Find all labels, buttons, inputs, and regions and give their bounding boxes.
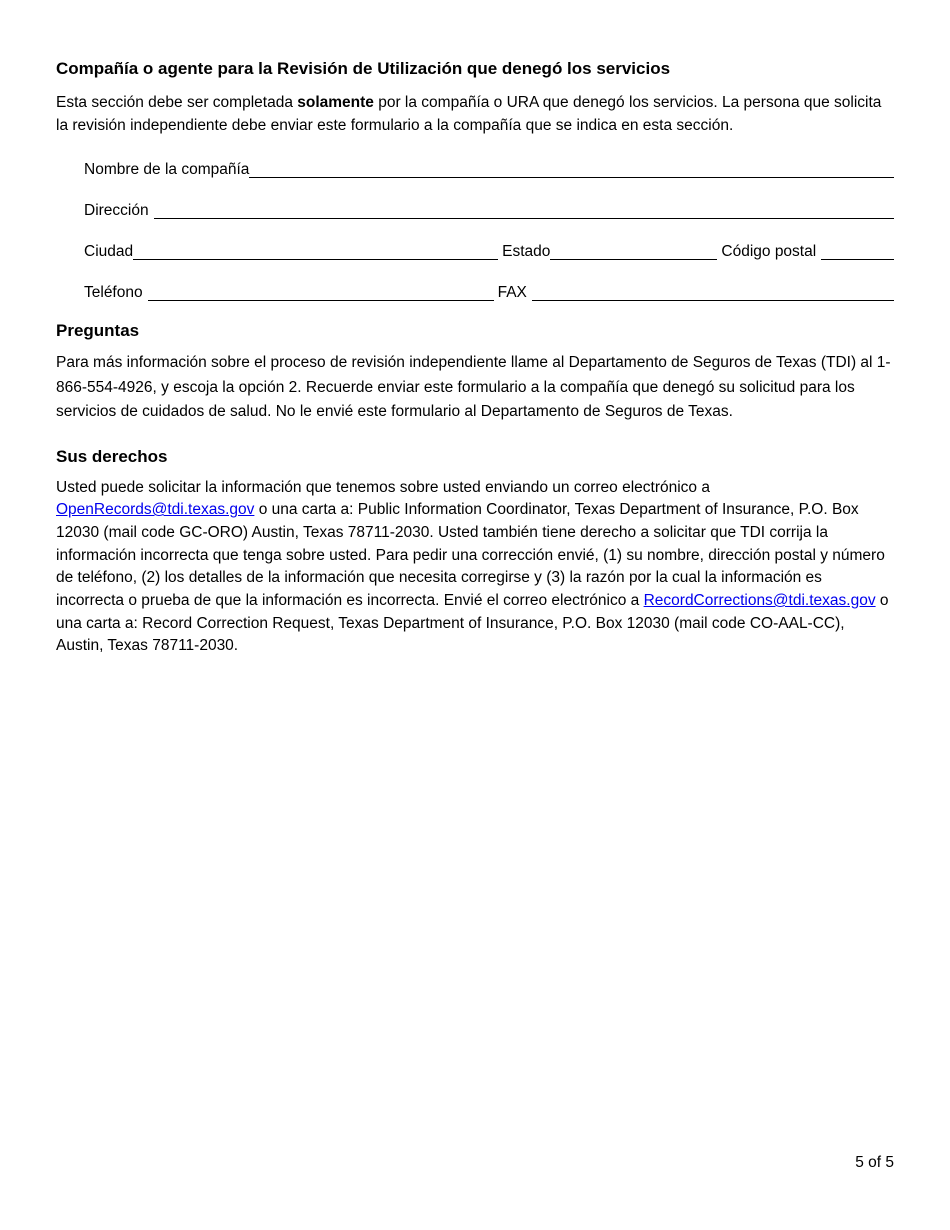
state-label: Estado — [502, 243, 551, 260]
page-number: 5 of 5 — [855, 1154, 894, 1171]
questions-paragraph: Para más información sobre el proceso de revisión independiente llame al Departamento de Seguros de Texas (TDI) al 1-866-554-4926, y escoja la opción 2. Recuerde enviar este formulario a la compañía que denegó su solicitud para los servicios de cuidados de salud. No le envié este formulario al Departamento de Seguros de Texas. — [56, 354, 891, 420]
company-name-field[interactable] — [249, 177, 894, 178]
rights-text-3: o una carta a: Record Correction Request, Texas Department of Insurance, P.O. Box 12030 (mail code CO-AAL-CC), Austin, Texas 78711-2030. — [56, 592, 889, 655]
company-form — [84, 156, 894, 303]
city-label: Ciudad — [84, 243, 134, 260]
intro-bold-word: solamente — [297, 94, 374, 111]
address-field[interactable] — [154, 218, 894, 219]
form-row-address — [84, 197, 894, 221]
intro-text-end: por la compañía o URA que denegó los servicios. La persona que solicita la revisión independiente debe enviar este formulario a la compañía que se indica en esta sección. — [56, 94, 882, 134]
document-page — [56, 58, 894, 658]
rights-text-1: Usted puede solicitar la información que tenemos sobre usted enviando un correo electrónico a — [56, 478, 710, 496]
rights-paragraph — [56, 477, 894, 659]
intro-text-start: Esta sección debe ser completada — [56, 94, 298, 111]
form-row-phone — [84, 279, 894, 303]
company-name-label: Nombre de la compañía — [84, 161, 250, 178]
section-heading-questions: Preguntas — [56, 321, 140, 340]
section-heading-company: Compañía o agente para la Revisión de Utilización que denegó los servicios — [56, 59, 671, 78]
fax-field[interactable] — [532, 300, 894, 301]
section-intro — [56, 91, 894, 137]
open-records-email-link[interactable]: OpenRecords@tdi.texas.gov — [56, 501, 255, 519]
section-heading-rights: Sus derechos — [56, 446, 168, 466]
form-row-company — [84, 156, 894, 180]
state-field[interactable] — [550, 259, 717, 260]
zip-field[interactable] — [821, 259, 894, 260]
phone-label: Teléfono — [84, 284, 143, 301]
record-corrections-email-link[interactable]: RecordCorrections@tdi.texas.gov — [643, 592, 876, 610]
address-label: Dirección — [84, 202, 149, 219]
fax-label: FAX — [497, 284, 527, 301]
rights-text-2: o una carta a: Public Information Coordinator, Texas Department of Insurance, P.O. Box 12030 (mail code GC-ORO) Austin, Texas 78711-2030. Usted también tiene derecho a solicitar que TDI corrija la información incorrecta que tenga sobre usted. Para pedir una corrección envié, (1) su nombre, dirección postal y número de teléfono, (2) los detalles de la información que necesita corregirse y (3) la razón por la cual la información es incorrecta o prueba de que la información es incorrecta. Envié el correo electrónico a — [56, 501, 885, 610]
form-row-city — [84, 238, 894, 262]
phone-field[interactable] — [148, 300, 494, 301]
zip-label: Código postal — [721, 243, 817, 260]
city-field[interactable] — [133, 259, 498, 260]
